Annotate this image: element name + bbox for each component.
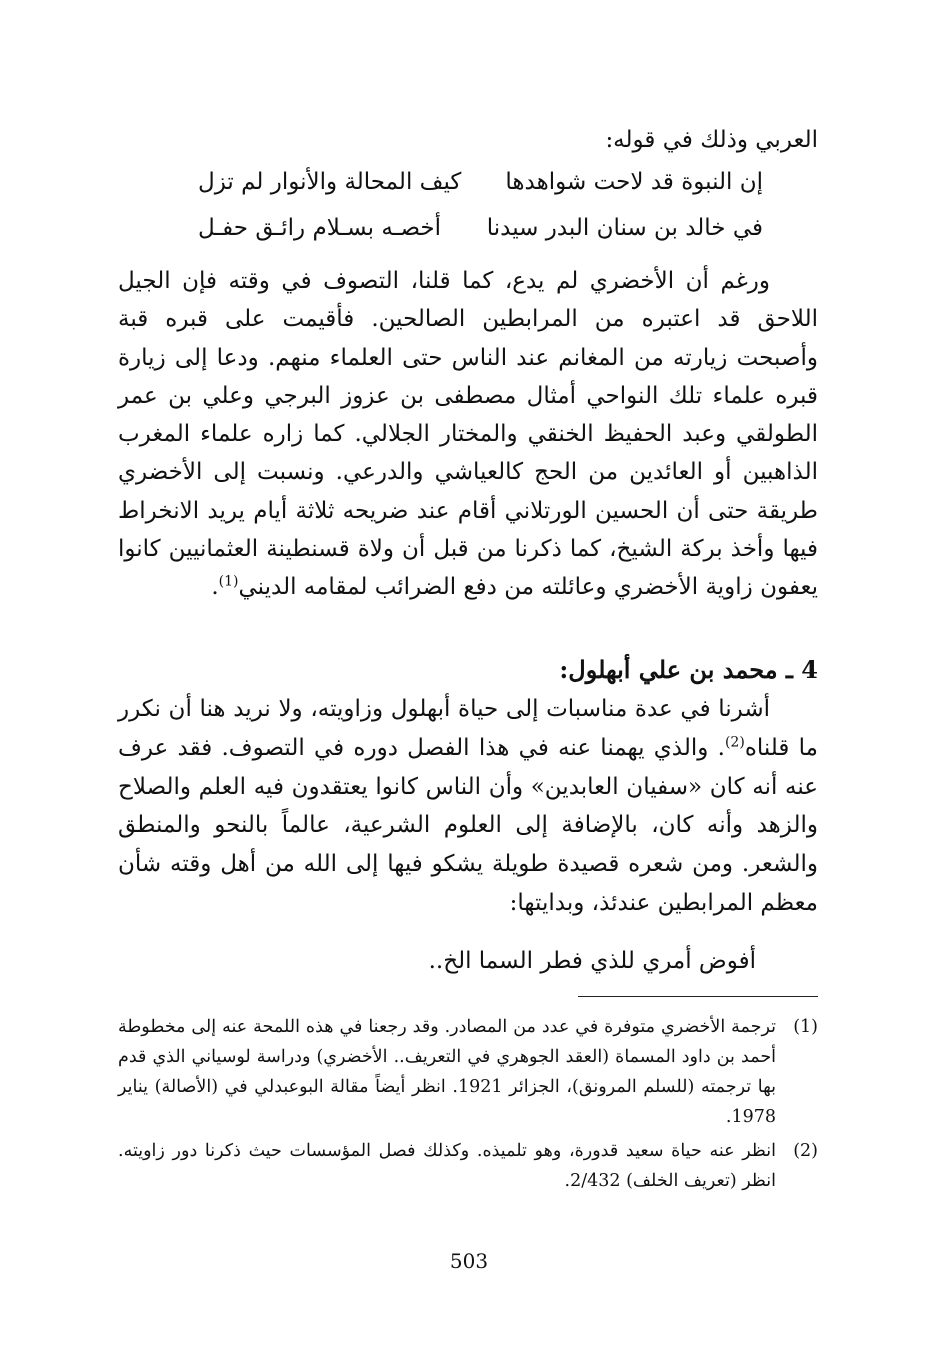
verse-first-hemistich: إن النبوة قد لاحت شواهدها [505, 169, 763, 195]
footnote-text: ترجمة الأخضري متوفرة في عدد من المصادر. وقد رجعنا في هذه اللمحة عنه إلى مخطوطة أحمد بن داود المسماة (العقد الجوهري في التعريف.. الأخضري) ودراسة لوسياني الذي قدم بها ترجمته (للسلم المرونق)، الجزائر 1921. انظر أيضاً مقالة البوعبدلي في (الأصالة) يناير 1978. [118, 1017, 777, 1127]
footnote [118, 1136, 818, 1196]
paragraph-text: أشرنا في عدة مناسبات إلى حياة أبهلول وزاويته، ولا نريد هنا أن نكرر ما قلناه [118, 696, 818, 761]
poem-quote-line: أفوض أمري للذي فطر السما الخ.. [428, 948, 756, 974]
paragraph-text: . والذي يهمنا عنه في هذا الفصل دوره في التصوف. فقد عرف عنه أنه كان «سفيان العابدين» وأن الناس كانوا يعتقدون فيه العلم والصلاح والزهد وأنه كان، بالإضافة إلى العلوم الشرعية، عالماً بالنحو والمنطق والشعر. ومن شعره قصيدة طويلة يشكو فيها إلى الله من أهل وقته شأن معظم المرابطين عندئذ، وبدايتها: [118, 734, 818, 916]
footnote-number: (1) [793, 1017, 818, 1037]
footnote-marker: (2) [724, 734, 745, 751]
verse-line [148, 210, 788, 246]
verse-second-hemistich: كيف المحالة والأنوار لم تزل [198, 169, 462, 195]
paragraph-text: ورغم أن الأخضري لم يدع، كما قلنا، التصوف في وقته فإن الجيل اللاحق قد اعتبره من المرابطين الصالحين. فأقيمت على قبره قبة وأصبحت زيارته من المغانم عند الناس حتى العلماء منهم. ودعا إلى زيارة قبره علماء تلك النواحي أمثال مصطفى بن عزوز البرجي وعلي بن عمر الطولقي وعبد الحفيظ الخنقي والمختار الجلالي. كما زاره علماء المغرب الذاهبين أو العائدين من الحج كالعياشي والدرعي. ونسبت إلى الأخضري طريقة حتى أن الحسين الورتلاني أقام عند ضريحه ثلاثة أيام يريد الانخراط فيها وأخذ بركة الشيخ، كما ذكرنا من قبل أن ولاة قسنطينة العثمانيين كانوا يعفون زاوية الأخضري وعائلته من دفع الضرائب لمقامه الديني [118, 268, 818, 601]
page-number: 503 [449, 1249, 489, 1273]
footnote-number: (2) [793, 1141, 818, 1161]
footnotes [118, 1012, 818, 1200]
verse-first-hemistich: في خالد بن سنان البدر سيدنا [486, 215, 763, 241]
paragraph-end: . [211, 574, 219, 601]
verse-line [148, 164, 788, 200]
section-heading: 4 ـ محمد بن علي أبهلول: [559, 655, 818, 684]
verse-second-hemistich: أخصـه بسـلام رائـق حفـل [198, 215, 442, 241]
footnote-text: انظر عنه حياة سعيد قدورة، وهو تلميذه. وكذلك فصل المؤسسات حيث ذكرنا دور زاويته. انظر (تعريف الخلف) 2/432. [118, 1141, 776, 1191]
paragraph-akhdari [118, 262, 818, 607]
footnote [118, 1012, 818, 1132]
intro-line: العربي وذلك في قوله: [605, 127, 818, 153]
footnote-divider [578, 996, 818, 997]
paragraph-abahlul [118, 690, 818, 923]
footnote-marker: (1) [218, 573, 239, 590]
